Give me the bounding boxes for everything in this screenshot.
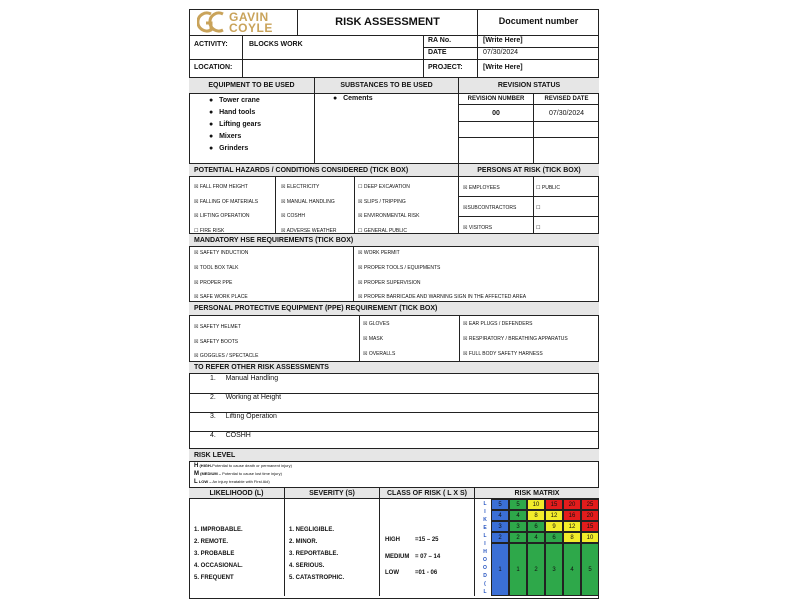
ppe-gloves[interactable]: ☒ GLOVES (363, 321, 390, 327)
refer-header: TO REFER OTHER RISK ASSESSMENTS (189, 362, 599, 374)
risk-matrix-cell: 8 (563, 532, 581, 543)
risk-matrix-cell: 25 (581, 499, 599, 510)
hazards-col-divider (275, 177, 276, 234)
axis-letter: L (483, 589, 487, 595)
list-item: 5. FREQUENT (194, 575, 234, 581)
location-value[interactable] (243, 60, 424, 78)
checkbox-icon[interactable]: ☒ (463, 351, 468, 357)
logo-icon (197, 11, 227, 33)
revision-number-label: REVISION NUMBER (459, 94, 534, 105)
checkbox-icon[interactable]: ☐ (358, 228, 363, 234)
risk-matrix-cell: 4 (509, 510, 527, 521)
risk-matrix-cell: 9 (545, 521, 563, 532)
risk-matrix-cell: 15 (545, 499, 563, 510)
checkbox-icon[interactable]: ☒ (194, 339, 199, 345)
list-item: 1. IMPROBABLE. (194, 527, 243, 533)
axis-letter: L (483, 533, 487, 539)
hazard-general-public[interactable]: ☐ GENERAL PUBLIC (358, 228, 408, 234)
refer-item-3: 3. Lifting Operation (210, 413, 277, 420)
hazard-electricity[interactable]: ☒ ELECTRICITY (281, 184, 320, 190)
hse-tool-box-talk[interactable]: ☒ TOOL BOX TALK (194, 265, 239, 271)
person-visitors[interactable]: ☒ VISITORS (463, 225, 493, 231)
substances-list (315, 94, 459, 164)
refer-item-1: 1. Manual Handling (210, 375, 279, 382)
risk-matrix-cell: 12 (563, 521, 581, 532)
hse-work-permit[interactable]: ☒ WORK PERMIT (358, 250, 400, 256)
checkbox-icon[interactable]: ☒ (358, 213, 363, 219)
logo-cell (189, 9, 298, 36)
risk-matrix-cell: 10 (527, 499, 545, 510)
list-item: 4. SERIOUS. (289, 563, 325, 569)
risk-level-header: RISK LEVEL (189, 449, 599, 462)
risk-matrix-cell: 4 (563, 543, 581, 596)
checkbox-icon[interactable]: ☒ (194, 353, 199, 359)
list-item: ● Grinders (209, 145, 249, 152)
list-item: 3. REPORTABLE. (289, 551, 339, 557)
risk-level-medium: M (MEDIUM – Potential to cause lost time injury) (194, 471, 282, 477)
person-employees[interactable]: ☒ EMPLOYEES (463, 185, 500, 191)
refer-item-2: 2. Working at Height (210, 394, 282, 401)
page-title: RISK ASSESSMENT (298, 9, 478, 36)
class-of-risk-header: CLASS OF RISK ( L X S) (380, 488, 475, 499)
checkbox-icon[interactable]: ☒ (281, 228, 286, 234)
revised-date-label: REVISED DATE (534, 94, 599, 105)
person-subcontractors[interactable]: ☒SUBCONTRACTORS (463, 205, 517, 211)
checkbox-icon[interactable]: ☒ (363, 336, 368, 342)
ppe-col-divider (459, 316, 460, 362)
location-label: LOCATION: (189, 60, 243, 78)
hse-col-divider (353, 247, 354, 302)
activity-label: ACTIVITY: (189, 36, 243, 60)
checkbox-icon[interactable]: ☒ (358, 294, 363, 300)
risk-matrix-cell: 8 (527, 510, 545, 521)
person-blank-checkbox[interactable] (536, 205, 540, 211)
list-item: ● Mixers (209, 133, 242, 140)
axis-letter: I (484, 541, 486, 547)
ppe-goggles[interactable]: ☒ GOGGLES / SPECTACLE (194, 353, 259, 359)
logo-text-line2: COYLE (229, 21, 273, 35)
checkbox-icon[interactable]: ☒ (281, 213, 286, 219)
hazard-fire-risk[interactable]: ☐ FIRE RISK (194, 228, 225, 234)
checkbox-icon[interactable]: ☒ (281, 184, 286, 190)
class-high-label: HIGH (385, 537, 400, 543)
hse-proper-barricade[interactable]: ☒ PROPER BARRICADE AND WARNING SIGN IN THE AFFECTED AREA (358, 294, 527, 300)
list-item: 4. OCCASIONAL. (194, 563, 243, 569)
revision-header: REVISION STATUS (459, 78, 599, 94)
activity-value[interactable]: BLOCKS WORK (243, 36, 424, 60)
persons-header: PERSONS AT RISK (TICK BOX) (459, 164, 599, 177)
ppe-header: PERSONAL PROTECTIVE EQUIPMENT (PPE) REQUIREMENT (TICK BOX) (189, 302, 599, 316)
checkbox-icon[interactable]: ☒ (194, 280, 199, 286)
refer-item-4: 4. COSHH (210, 432, 251, 439)
risk-level-low: L LOW – An injury treatable with First Aid) (194, 479, 270, 485)
likelihood-axis-label (479, 500, 491, 596)
checkbox-icon[interactable]: ☒ (358, 250, 363, 256)
list-item: 3. PROBABLE (194, 551, 235, 557)
axis-letter: I (484, 509, 486, 515)
hse-header: MANDATORY HSE REQUIREMENTS (TICK BOX) (189, 234, 599, 247)
project-value[interactable]: [Write Here] (478, 60, 599, 78)
substances-header: SUBSTANCES TO BE USED (315, 78, 459, 94)
checkbox-icon[interactable]: ☒ (281, 199, 286, 205)
risk-matrix-cell: 15 (581, 521, 599, 532)
checkbox-icon[interactable]: ☒ (194, 294, 199, 300)
risk-matrix-cell: 2 (527, 543, 545, 596)
class-of-risk-list (380, 499, 475, 596)
checkbox-icon[interactable]: ☒ (194, 265, 199, 271)
checkbox-icon[interactable]: ☒ (363, 351, 368, 357)
risk-matrix-cell: 10 (581, 532, 599, 543)
axis-letter: H (483, 549, 487, 555)
equipment-header: EQUIPMENT TO BE USED (189, 78, 315, 94)
checkbox-icon[interactable]: ☒ (194, 199, 199, 205)
checkbox-icon[interactable]: ☒ (194, 213, 199, 219)
checkbox-icon[interactable]: ☒ (358, 265, 363, 271)
hazard-adverse-weather[interactable]: ☒ ADVERSE WEATHER (281, 228, 337, 234)
axis-letter: L (483, 501, 487, 507)
hse-proper-ppe[interactable]: ☒ PROPER PPE (194, 280, 233, 286)
equipment-list (189, 94, 315, 164)
persons-col-divider (533, 177, 534, 234)
risk-matrix-cell: 4 (527, 532, 545, 543)
risk-matrix-cell: 20 (581, 510, 599, 521)
risk-matrix-cell: 5 (491, 499, 509, 510)
ppe-col-divider (359, 316, 360, 362)
checkbox-icon[interactable]: ☐ (358, 184, 363, 190)
risk-matrix-cell: 3 (545, 543, 563, 596)
ra-value[interactable]: [Write Here] (478, 36, 599, 48)
hazard-manual-handling[interactable]: ☒ MANUAL HANDLING (281, 199, 335, 205)
risk-matrix-header: RISK MATRIX (475, 488, 599, 499)
axis-letter: K (483, 517, 487, 523)
axis-letter: ( (484, 581, 486, 587)
checkbox-icon[interactable]: ☐ (536, 185, 541, 191)
class-medium-value: = 07 – 14 (415, 554, 441, 560)
severity-list (285, 499, 380, 596)
checkbox-icon[interactable]: ☒ (463, 225, 468, 231)
checkbox-icon[interactable]: ☐ (536, 225, 541, 231)
checkbox-icon[interactable]: ☒ (358, 280, 363, 286)
risk-matrix-grid (491, 499, 599, 596)
ppe-ear-plugs[interactable]: ☒ EAR PLUGS / DEFENDERS (463, 321, 533, 327)
list-item: 2. MINOR. (289, 539, 318, 545)
checkbox-icon[interactable]: ☒ (463, 185, 468, 191)
list-item: 1. NEGLIGIBLE. (289, 527, 335, 533)
hazard-coshh[interactable]: ☒ COSHH (281, 213, 305, 219)
hse-safe-work-place[interactable]: ☒ SAFE WORK PLACE (194, 294, 248, 300)
hazard-falling-materials[interactable]: ☒ FALLING OF MATERIALS (194, 199, 259, 205)
revision-blank-cell (459, 122, 534, 138)
list-item: ● Hand tools (209, 109, 256, 116)
risk-matrix-cell: 1 (509, 543, 527, 596)
hazard-lifting-operation[interactable]: ☒ LIFTING OPERATION (194, 213, 250, 219)
checkbox-icon[interactable]: ☒ (194, 324, 199, 330)
list-item: 5. CATASTROPHIC. (289, 575, 345, 581)
class-low-label: LOW (385, 570, 399, 576)
ra-label: RA No. (424, 36, 478, 48)
hazards-header: POTENTIAL HAZARDS / CONDITIONS CONSIDERED (TICK BOX) (189, 164, 459, 177)
axis-letter: O (483, 557, 487, 563)
risk-matrix-cell: 6 (527, 521, 545, 532)
document-number-label: Document number (478, 9, 599, 36)
class-medium-label: MEDIUM (385, 554, 410, 560)
revision-blank-cell (534, 122, 599, 138)
risk-level-high: H (HIGH-Potential to cause death or permanent injury) (194, 463, 292, 469)
revision-number-value[interactable]: 00 (459, 105, 534, 122)
risk-matrix-cell: 3 (491, 521, 509, 532)
axis-letter: O (483, 565, 487, 571)
checkbox-icon[interactable]: ☒ (358, 199, 363, 205)
axis-letter: E (483, 525, 487, 531)
risk-matrix-cell: 1 (491, 543, 509, 596)
risk-matrix-cell: 20 (563, 499, 581, 510)
ppe-safety-helmet[interactable]: ☒ SAFETY HELMET (194, 324, 241, 330)
risk-matrix-cell: 5 (509, 499, 527, 510)
class-low-value: =01 - 06 (415, 570, 438, 576)
list-item: ● Tower crane (209, 97, 260, 104)
hazard-slips-tripping[interactable]: ☒ SLIPS / TRIPPING (358, 199, 406, 205)
checkbox-icon[interactable]: ☒ (463, 336, 468, 342)
hse-proper-supervision[interactable]: ☒ PROPER SUPERVISION (358, 280, 421, 286)
risk-matrix-cell: 16 (563, 510, 581, 521)
ppe-overalls[interactable]: ☒ OVERALLS (363, 351, 396, 357)
logo-text-line1: GAVIN (229, 10, 269, 24)
revised-date-value[interactable]: 07/30/2024 (534, 105, 599, 122)
risk-matrix-cell: 6 (545, 532, 563, 543)
hazard-environmental-risk[interactable]: ☒ ENVIRONMENTAL RISK (358, 213, 420, 219)
risk-matrix-cell: 12 (545, 510, 563, 521)
person-public[interactable]: ☐ PUBLIC (536, 185, 560, 191)
checkbox-icon[interactable]: ☐ (194, 228, 199, 234)
hazard-fall-from-height[interactable]: ☒ FALL FROM HEIGHT (194, 184, 248, 190)
risk-matrix-cell: 5 (581, 543, 599, 596)
likelihood-list (189, 499, 285, 596)
checkbox-icon[interactable]: ☒ (194, 184, 199, 190)
hazard-deep-excavation[interactable]: ☐ DEEP EXCAVATION (358, 184, 410, 190)
risk-matrix-cell: 2 (491, 532, 509, 543)
severity-header: SEVERITY (S) (285, 488, 380, 499)
ppe-safety-boots[interactable]: ☒ SAFETY BOOTS (194, 339, 239, 345)
list-item: ● Lifting gears (209, 121, 262, 128)
person-blank-checkbox[interactable] (536, 225, 540, 231)
risk-matrix-cell: 3 (509, 521, 527, 532)
likelihood-header: LIKELIHOOD (L) (189, 488, 285, 499)
class-high-value: =15 – 25 (415, 537, 439, 543)
ppe-respiratory[interactable]: ☒ RESPIRATORY / BREATHING APPARATUS (463, 336, 568, 342)
risk-matrix-cell: 2 (509, 532, 527, 543)
checkbox-icon[interactable]: ☒ (463, 321, 468, 327)
hazards-col-divider (354, 177, 355, 234)
hse-safety-induction[interactable]: ☒ SAFETY INDUCTION (194, 250, 249, 256)
date-label: DATE (424, 48, 478, 60)
project-label: PROJECT: (424, 60, 478, 78)
axis-letter: D (483, 573, 487, 579)
list-item: ● Cements (333, 95, 373, 102)
ppe-mask[interactable]: ☒ MASK (363, 336, 384, 342)
date-value[interactable]: 07/30/2024 (478, 48, 599, 60)
checkbox-icon[interactable]: ☐ (536, 205, 541, 211)
checkbox-icon[interactable]: ☒ (363, 321, 368, 327)
checkbox-icon[interactable]: ☒ (194, 250, 199, 256)
ppe-full-body-harness[interactable]: ☒ FULL BODY SAFETY HARNESS (463, 351, 543, 357)
list-item: 2. REMOTE. (194, 539, 229, 545)
revision-blank-cell (534, 138, 599, 164)
revision-blank-cell (459, 138, 534, 164)
hse-proper-tools[interactable]: ☒ PROPER TOOLS / EQUIPMENTS (358, 265, 441, 271)
checkbox-icon[interactable]: ☒ (463, 205, 468, 211)
risk-matrix-cell: 4 (491, 510, 509, 521)
